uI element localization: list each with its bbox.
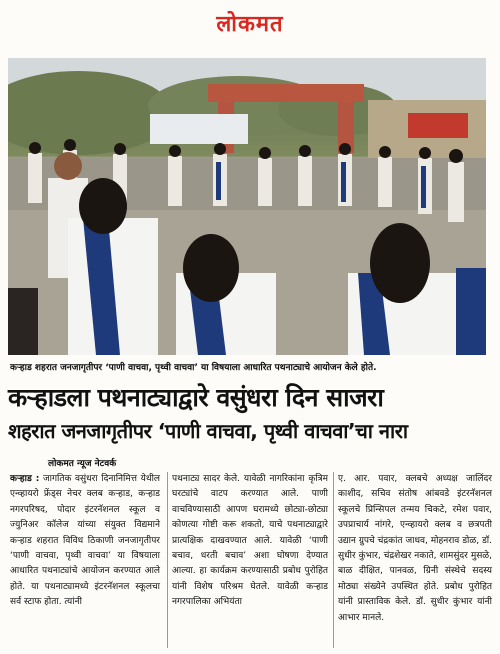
dateline: कऱ्हाड : bbox=[10, 474, 40, 484]
subheadline: शहरात जनजागृतीपर ‘पाणी वाचवा, पृथ्वी वाचवा’चा नारा bbox=[8, 419, 408, 443]
street-play-photo bbox=[8, 58, 486, 355]
byline: लोकमत न्यूज नेटवर्क bbox=[48, 459, 117, 469]
article-column-3 bbox=[338, 472, 492, 626]
column-2-text: पथनाट्य सादर केले. यावेळी नागरिकांना कृत्रिम घरट्यांचे वाटप करण्यात आले. पाणी वाचविण्यासाठी आपण घरामध्ये छोट्या-छोट्या कोणत्या गोष्टी करू शकतो, याचे पथनाट्याद्वारे प्रात्यक्षिक दाखवण्यात आले. यावेळी ‘पाणी बचाव, धरती बचाव’ अशा घोषणा देण्यात आल्या. हा कार्यक्रम करण्यासाठी प्रबोध पुरोहित यांनी विशेष परिश्रम घेतले. यावेळी कऱ्हाड नगरपालिका अभियंता bbox=[172, 474, 328, 608]
article-body bbox=[6, 472, 494, 650]
newspaper-logo: लोकमत bbox=[216, 11, 284, 37]
column-1-text: जागतिक वसुंधरा दिनानिमित्त येथील एन्व्हायरो फ्रेंड्स नेचर क्लब कऱ्हाड, कऱ्हाड नगरपरिषद, पोदार इंटरनॅशनल स्कूल व ज्युनिअर कॉलेज यांच्या संयुक्त विद्यमाने कऱ्हाड शहरात विविध ठिकाणी जनजागृतीपर ‘पाणी वाचवा, पृथ्वी वाचवा’ या विषयाला आधारित पथनाट्यांचे आयोजन करण्यात आले होते. या पथनाट्यामध्ये इंटरनॅशनल स्कूलचा सर्व स्टाफ होता. त्यांनी bbox=[10, 474, 160, 608]
article-column-2 bbox=[172, 472, 328, 611]
article-column-1 bbox=[10, 472, 160, 611]
headline: कऱ्हाडला पथनाट्याद्वारे वसुंधरा दिन साजरा bbox=[8, 383, 384, 412]
photo-caption: कऱ्हाड शहरात जनजागृतीपर ‘पाणी वाचवा, पृथ्वी वाचवा’ या विषयाला आधारित पथनाट्याचे आयोजन केले होते. bbox=[10, 363, 377, 373]
column-3-text: ए. आर. पवार, क्लबचे अध्यक्ष जालिंदर काशीद, सचिव संतोष आंबवडे इंटरनॅशनल स्कूलचे प्रिन्सिपल तन्मय चिकटे, रमेश पवार, उपप्राचार्य नांगरे, एन्व्हायरो क्लब व छत्रपती उद्यान ग्रुपचे चंद्रकांत जाधव, मोहनराव डोळ, डॉ. सुधीर कुंभार, चंद्रशेखर नकाते, शामसुंदर मुसळे, बाळ दीक्षित, पानवळ, ग्रिनी संस्थेचे सदस्य मोठ्या संख्येने उपस्थित होते. प्रबोध पुरोहित यांनी प्रास्ताविक केले. डॉ. सुधीर कुंभार यांनी आभार मानले. bbox=[338, 474, 492, 623]
masthead bbox=[0, 8, 500, 38]
news-photo bbox=[8, 58, 486, 355]
